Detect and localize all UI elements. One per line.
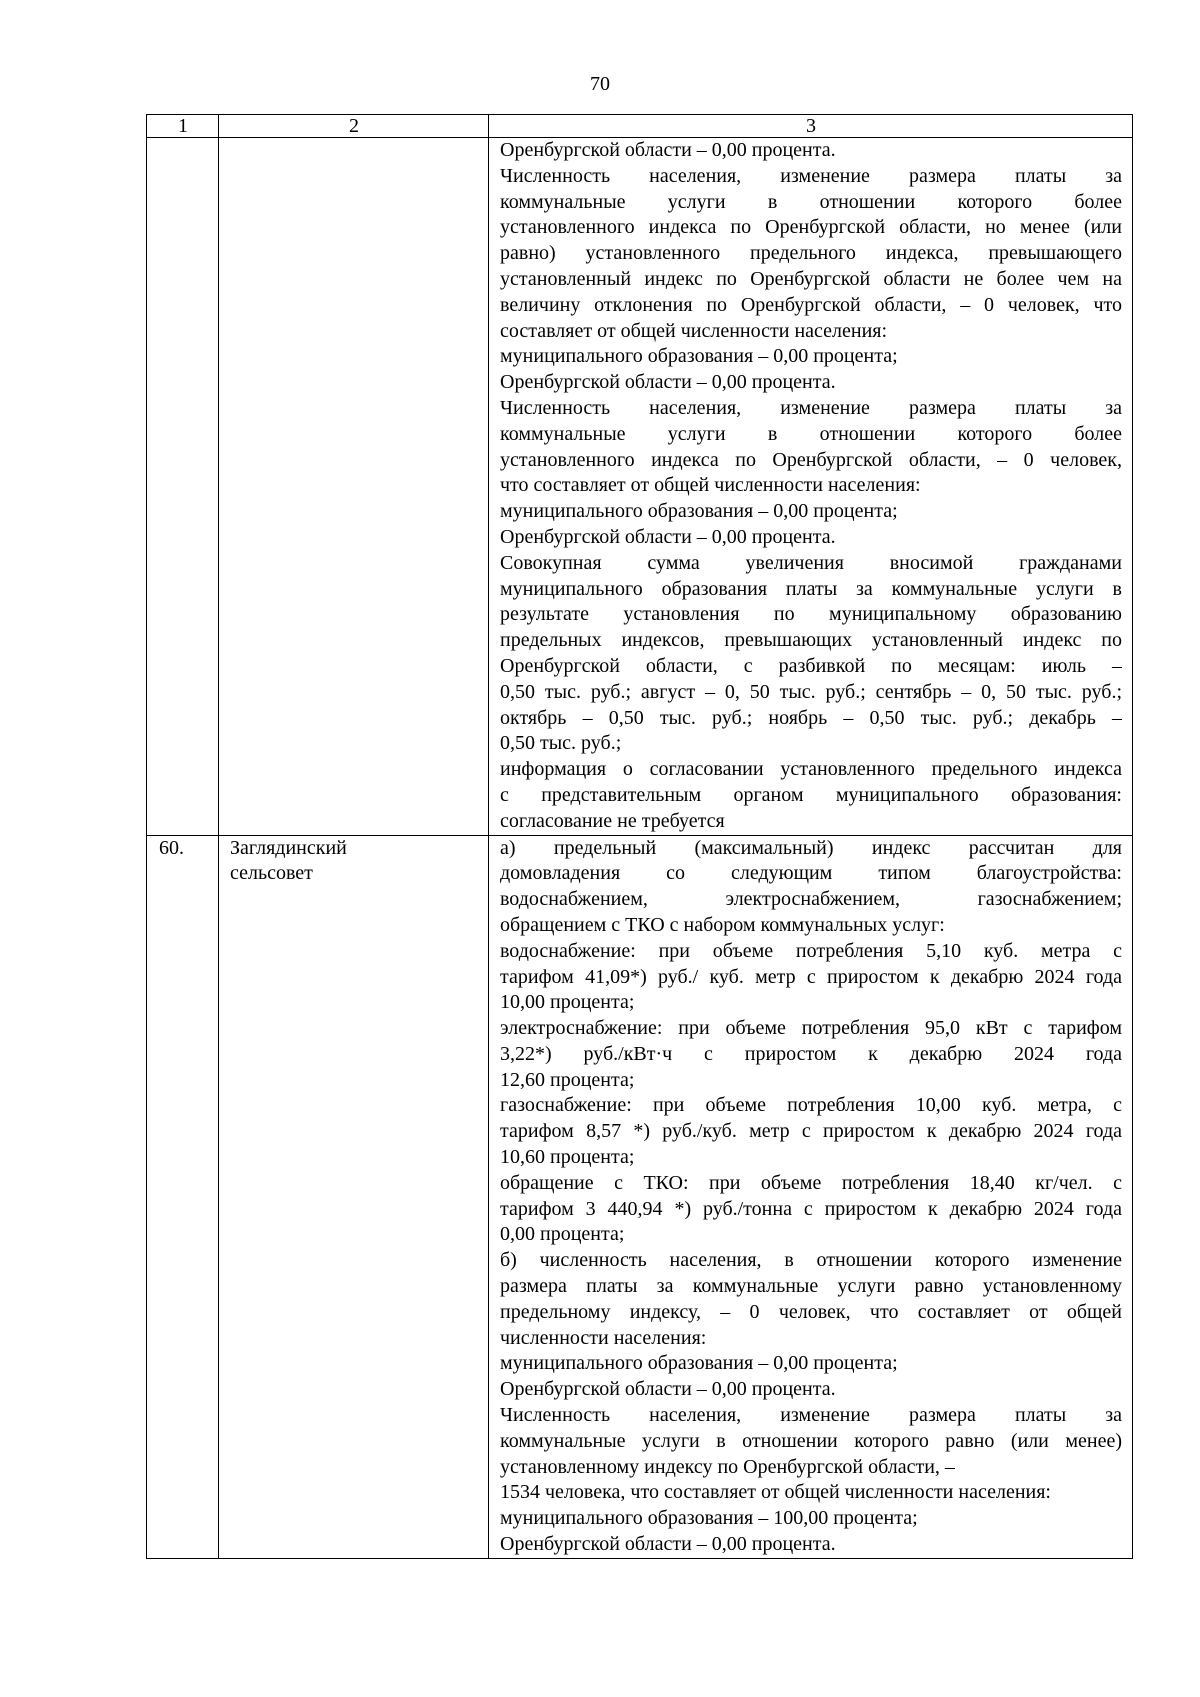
text-line: тарифом 8,57 *) руб./куб. метр с приростом к декабрю 2024 года (500, 1120, 1122, 1143)
text-line: предельных индексов, превышающих установленный индекс по (500, 629, 1122, 652)
municipality-name-line: Заглядинский (230, 836, 347, 859)
text-line: 12,60 процента; (500, 1068, 635, 1091)
text-line: установленного индекса по Оренбургской области, – 0 человек, (500, 448, 1122, 471)
text-line: Оренбургской области – 0,00 процента. (500, 139, 836, 161)
text-line: Оренбургской области – 0,00 процента. (500, 525, 836, 548)
cell-description-continuation (489, 138, 1133, 836)
column-header-number: 1 (147, 115, 219, 138)
text-line: составляет от общей численности населения: (500, 319, 888, 342)
table-row-continuation (147, 138, 1133, 836)
text-line: 10,00 процента; (500, 991, 635, 1014)
text-line: 3,22*) руб./кВт·ч с приростом к декабрю 2024 года (500, 1042, 1122, 1065)
text-line: величину отклонения по Оренбургской области, – 0 человек, что (500, 293, 1122, 316)
column-header-description: 3 (489, 115, 1133, 138)
text-line: муниципального образования – 0,00 процента; (500, 500, 898, 523)
cell-municipality-name (219, 835, 489, 1558)
text-line: численности населения: (500, 1326, 707, 1349)
text-line: обращением с ТКО с набором коммунальных услуг: (500, 913, 945, 936)
text-line: 0,50 тыс. руб.; август – 0, 50 тыс. руб.; сентябрь – 0, 50 тыс. руб.; (500, 680, 1122, 703)
text-line: водоснабжением, электроснабжением, газоснабжением; (500, 888, 1122, 911)
text-line: результате установления по муниципальному образованию (500, 603, 1122, 626)
text-line: коммунальные услуги в отношении которого равно (или менее) (500, 1429, 1122, 1452)
page-number: 70 (590, 73, 610, 95)
text-line: коммунальные услуги в отношении которого более (500, 190, 1122, 213)
text-line: с представительным органом муниципального образования: (500, 783, 1122, 806)
text-line: установленному индексу по Оренбургской области, – (500, 1455, 955, 1478)
text-line: тарифом 3 440,94 *) руб./тонна с приростом к декабрю 2024 года (500, 1197, 1122, 1220)
text-line: предельному индексу, – 0 человек, что составляет от общей (500, 1300, 1122, 1323)
cell-description (489, 835, 1133, 1558)
text-line: тарифом 41,09*) руб./ куб. метр с приростом к декабрю 2024 года (500, 965, 1122, 988)
text-line: установленного индекса по Оренбургской области, но менее (или (500, 216, 1122, 239)
cell-row-number: 60. (147, 835, 219, 1558)
text-line: размера платы за коммунальные услуги равно установленному (500, 1275, 1122, 1298)
text-line: 0,00 процента; (500, 1223, 625, 1246)
text-line: коммунальные услуги в отношении которого более (500, 422, 1122, 445)
column-header-name: 2 (219, 115, 489, 138)
text-line: информация о согласовании установленного предельного индекса (500, 758, 1122, 781)
text-line: обращение с ТКО: при объеме потребления 18,40 кг/чел. с (500, 1171, 1122, 1194)
text-line: 10,60 процента; (500, 1146, 635, 1169)
text-line: что составляет от общей численности населения: (500, 474, 921, 497)
text-line: октябрь – 0,50 тыс. руб.; ноябрь – 0,50 тыс. руб.; декабрь – (500, 706, 1122, 729)
text-line: Численность населения, изменение размера платы за (500, 1404, 1122, 1427)
text-line: 0,50 тыс. руб.; (500, 732, 622, 755)
municipality-name-line: сельсовет (230, 862, 313, 885)
text-line: газоснабжение: при объеме потребления 10,00 куб. метра, с (500, 1094, 1122, 1117)
text-line: муниципального образования – 100,00 процента; (500, 1507, 918, 1530)
text-line: б) численность населения, в отношении которого изменение (500, 1249, 1122, 1272)
text-line: равно) установленного предельного индекса, превышающего (500, 242, 1122, 265)
text-line: электроснабжение: при объеме потребления 95,0 кВт с тарифом (500, 1017, 1122, 1040)
text-line: Оренбургской области – 0,00 процента. (500, 1378, 836, 1401)
text-line: Совокупная сумма увеличения вносимой гражданами (500, 551, 1122, 574)
table-header-row (147, 115, 1133, 138)
cell-number-empty (147, 138, 219, 836)
text-line: Численность населения, изменение размера платы за (500, 164, 1122, 187)
text-line: Оренбургской области – 0,00 процента. (500, 1533, 836, 1556)
table-row-60 (147, 835, 1133, 1558)
data-table (146, 114, 1133, 1559)
text-line: муниципального образования – 0,00 процента; (500, 1352, 898, 1375)
text-line: муниципального образования – 0,00 процента; (500, 345, 898, 368)
text-line: а) предельный (максимальный) индекс рассчитан для (500, 836, 1122, 859)
text-line: установленный индекс по Оренбургской области не более чем на (500, 267, 1122, 290)
text-line: Численность населения, изменение размера платы за (500, 396, 1122, 419)
text-line: 1534 человека, что составляет от общей численности населения: (500, 1481, 1051, 1504)
cell-name-empty (219, 138, 489, 836)
text-line: водоснабжение: при объеме потребления 5,10 куб. метра с (500, 939, 1122, 962)
text-line: согласование не требуется (500, 809, 725, 832)
text-line: Оренбургской области, с разбивкой по месяцам: июль – (500, 654, 1122, 677)
text-line: муниципального образования платы за коммунальные услуги в (500, 577, 1122, 600)
text-line: Оренбургской области – 0,00 процента. (500, 371, 836, 394)
text-line: домовладения со следующим типом благоустройства: (500, 862, 1122, 885)
